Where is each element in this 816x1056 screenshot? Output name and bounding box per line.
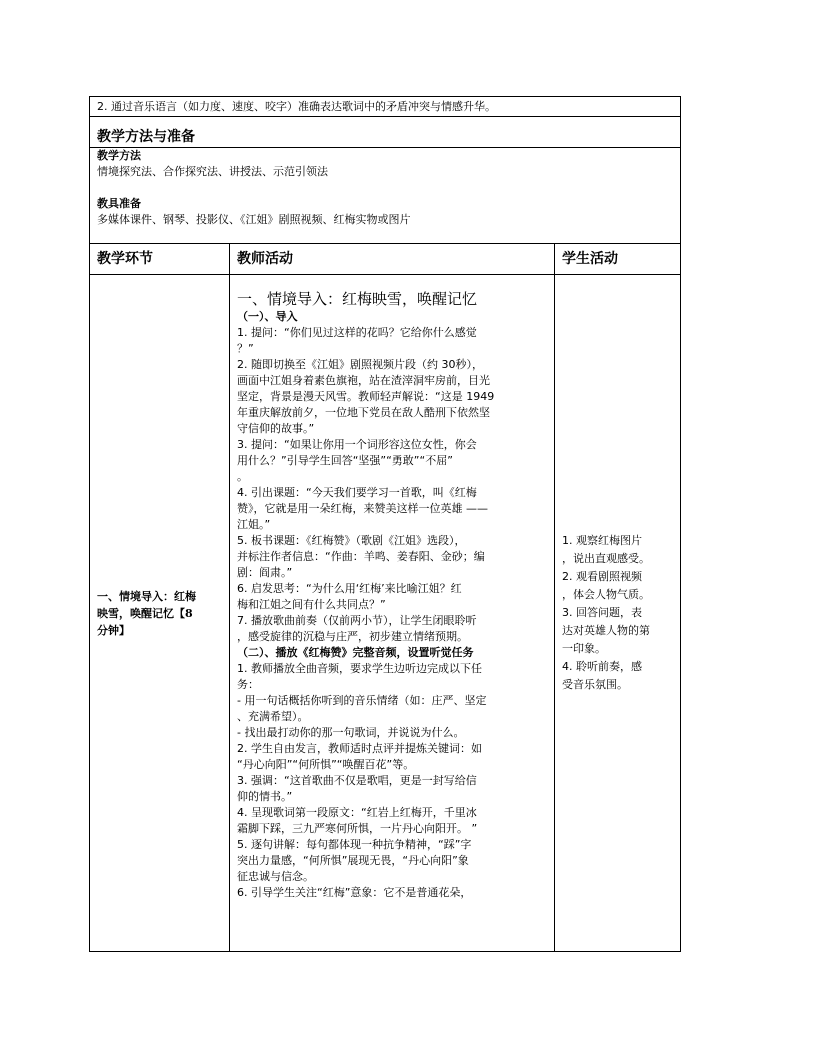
- teacher-line: 征忠诚与信念。: [237, 870, 314, 883]
- teacher-line: ，感受旋律的沉稳与庄严，初步建立情绪预期。: [237, 630, 468, 643]
- teacher-line: 2. 学生自由发言，教师适时点评并提炼关键词：如: [237, 742, 482, 755]
- methods-text: 情境探究法、合作探究法、讲授法、示范引领法: [97, 165, 328, 178]
- column-header-student: 学生活动: [555, 244, 681, 275]
- column-header-teacher: 教师活动: [230, 244, 555, 275]
- teacher-line: 。: [237, 470, 248, 483]
- teacher-line: 守信仰的故事。”: [237, 422, 315, 435]
- teacher-activity-lines: [237, 309, 547, 901]
- methods-body-row: [90, 148, 681, 244]
- teacher-subsection-title: （二）、播放《红梅赞》完整音频，设置听觉任务: [237, 646, 474, 659]
- teacher-line: 霜脚下踩，三九严寒何所惧，一片丹心向阳开。 ”: [237, 822, 478, 835]
- tools-text: 多媒体课件、钢琴、投影仪、《江姐》剧照视频、红梅实物或图片: [97, 213, 411, 226]
- teacher-line: 画面中江姐身着素色旗袍，站在渣滓洞牢房前，目光: [237, 374, 490, 387]
- student-line: 3. 回答问题，表: [562, 606, 642, 619]
- stage-line: 映雪，唤醒记忆【8: [97, 606, 193, 620]
- teacher-line: 梅和江姐之间有什么共同点？”: [237, 598, 386, 611]
- lesson-stage-row: [90, 275, 681, 952]
- student-line: ，体会人物气质。: [562, 588, 650, 601]
- methods-body-cell: [90, 148, 681, 244]
- objective-text: 2. 通过音乐语言（如力度、速度、咬字）准确表达歌词中的矛盾冲突与情感升华。: [97, 100, 496, 113]
- teacher-line: 5. 逐句讲解：每句都体现一种抗争精神，“踩”字: [237, 838, 472, 851]
- student-line: 达对英雄人物的第: [562, 624, 650, 637]
- student-line: 受音乐氛围。: [562, 678, 628, 691]
- student-line: 1. 观察红梅图片: [562, 534, 642, 547]
- teacher-activity-cell: [230, 275, 555, 952]
- stage-line: 分钟】: [97, 623, 130, 637]
- teacher-section-title: 一、情境导入：红梅映雪，唤醒记忆: [237, 290, 478, 308]
- teacher-line: 6. 引导学生关注“红梅”意象：它不是普通花朵，: [237, 886, 472, 899]
- column-header-stage: 教学环节: [90, 244, 230, 275]
- teacher-line: 务：: [237, 678, 259, 691]
- methods-heading-cell: [90, 117, 681, 148]
- teacher-line: - 用一句话概括你听到的音乐情绪（如：庄严、坚定: [237, 694, 487, 707]
- teacher-line: 2. 随即切换至《江姐》剧照视频片段（约 30秒），: [237, 358, 483, 371]
- teacher-line: 4. 呈现歌词第一段原文：“红岩上红梅开，千里冰: [237, 806, 477, 819]
- teacher-line: 突出力量感，“何所惧”展现无畏，“丹心向阳”象: [237, 854, 469, 867]
- teacher-line: 仰的情书。”: [237, 790, 293, 803]
- student-activity-cell: [555, 275, 681, 952]
- teacher-line: 并标注作者信息：“作曲：羊鸣、姜春阳、金砂；编: [237, 550, 485, 563]
- methods-heading-row: [90, 117, 681, 148]
- stage-line: 一、情境导入：红梅: [97, 589, 196, 603]
- teacher-line: 1. 教师播放全曲音频，要求学生边听边完成以下任: [237, 662, 482, 675]
- student-line: 一印象。: [562, 642, 606, 655]
- stage-cell: [90, 275, 230, 952]
- teacher-line: ？”: [237, 342, 254, 355]
- column-header-row: [90, 244, 681, 275]
- teacher-line: 年重庆解放前夕，一位地下党员在敌人酷刑下依然坚: [237, 406, 490, 419]
- tools-label: 教具准备: [97, 197, 141, 210]
- methods-label: 教学方法: [97, 149, 141, 162]
- teacher-line: 剧：阎肃。”: [237, 566, 293, 579]
- student-line: 4. 聆听前奏，感: [562, 660, 642, 673]
- teacher-line: 7. 播放歌曲前奏（仅前两小节），让学生闭眼聆听: [237, 614, 477, 627]
- teacher-line: 用什么？”引导学生回答“坚强”“勇敢”“不屈”: [237, 454, 453, 467]
- objective-row: [90, 97, 681, 117]
- teacher-line: 江姐。”: [237, 518, 271, 531]
- teacher-line: 赞》，它就是用一朵红梅，来赞美这样一位英雄 ——: [237, 502, 488, 515]
- teacher-line: - 找出最打动你的那一句歌词，并说说为什么。: [237, 726, 465, 739]
- teacher-line: 4. 引出课题：“今天我们要学习一首歌，叫《红梅: [237, 486, 477, 499]
- objective-cell: [90, 97, 681, 117]
- teacher-line: 3. 强调：“这首歌曲不仅是歌唱，更是一封写给信: [237, 774, 477, 787]
- teacher-line: 、充满希望）。: [237, 710, 309, 723]
- lesson-plan-table: [89, 96, 681, 952]
- methods-section-title: 教学方法与准备: [97, 129, 195, 145]
- teacher-line: 1. 提问：“你们见过这样的花吗？它给你什么感觉: [237, 326, 477, 339]
- teacher-line: 坚定，背景是漫天风雪。教师轻声解说：“这是 1949: [237, 390, 495, 403]
- teacher-line: 3. 提问：“如果让你用一个词形容这位女性，你会: [237, 438, 477, 451]
- student-line: 2. 观看剧照视频: [562, 570, 642, 583]
- teacher-subsection-title: （一）、导入: [237, 310, 298, 323]
- student-line: ，说出直观感受。: [562, 552, 650, 565]
- teacher-line: “丹心向阳”“何所惧”“唤醒百花”等。: [237, 758, 415, 771]
- teacher-line: 6. 启发思考：“为什么用‘红梅’来比喻江姐？红: [237, 582, 462, 595]
- teacher-line: 5. 板书课题：《红梅赞》（歌剧《江姐》选段），: [237, 534, 466, 547]
